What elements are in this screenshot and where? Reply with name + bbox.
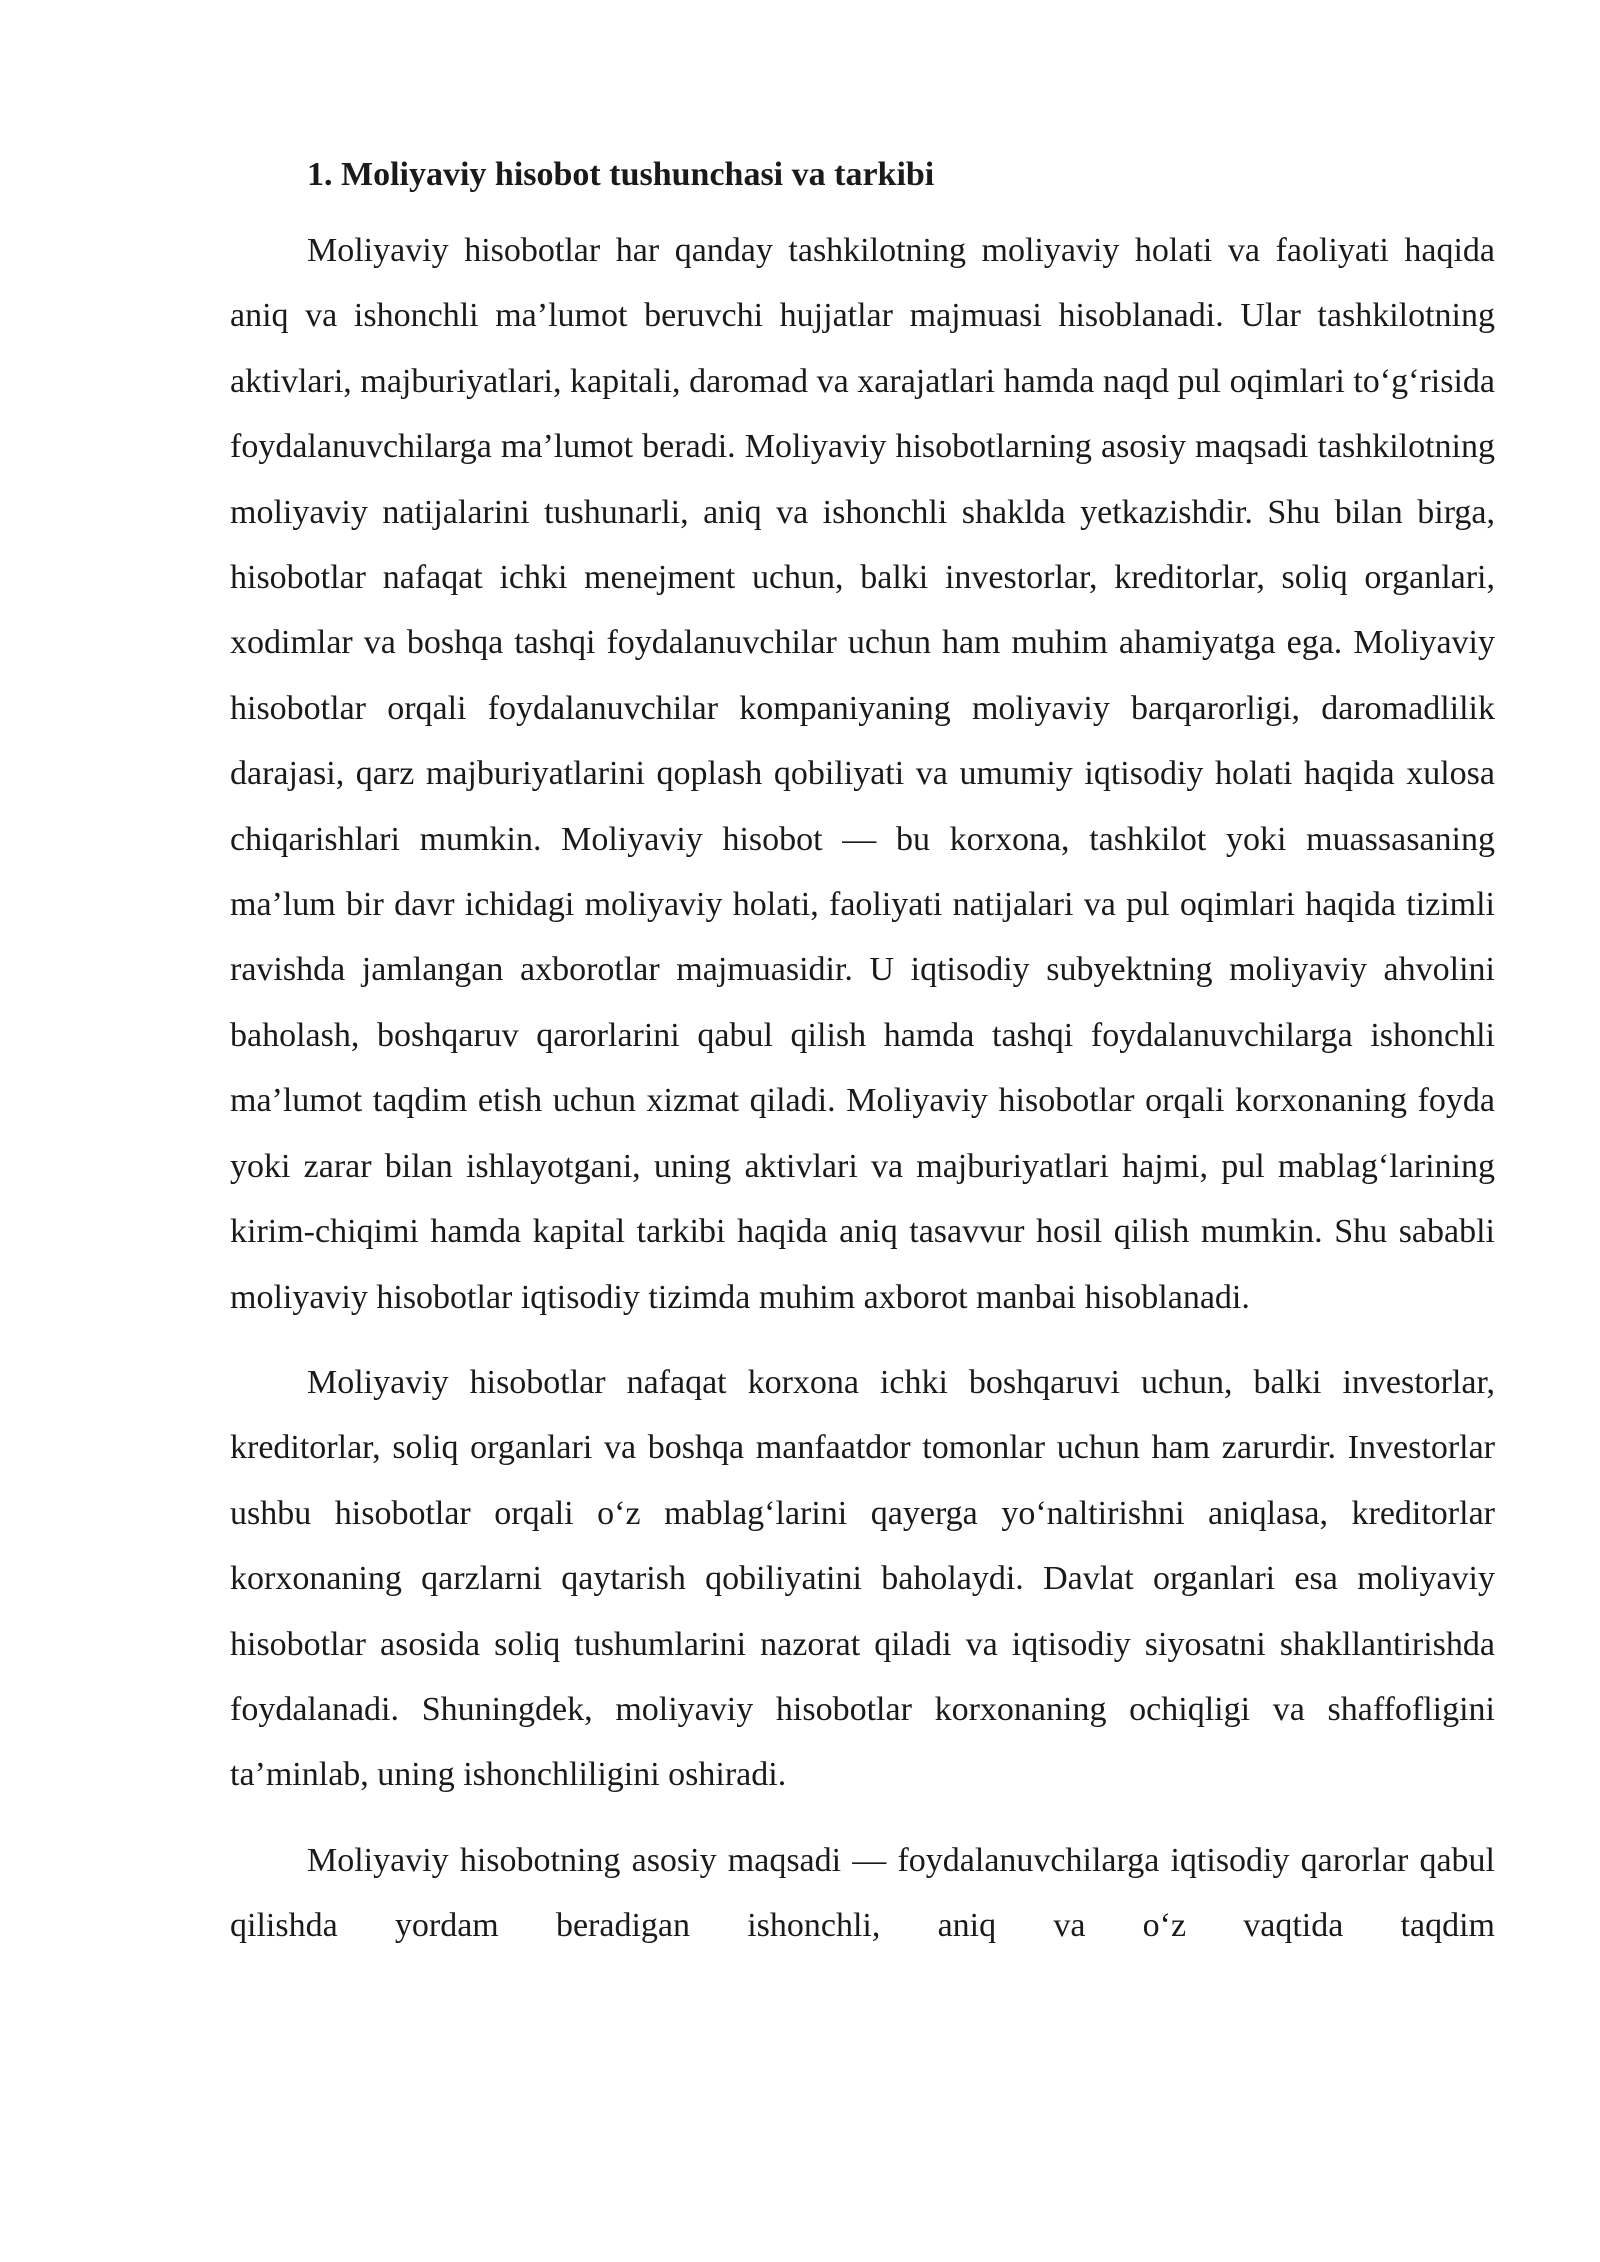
- document-body: [230, 150, 1495, 1979]
- section-heading: 1. Moliyaviy hisobot tushunchasi va tarkibi: [307, 156, 935, 193]
- paragraph-3: Moliyaviy hisobotning asosiy maqsadi — foydalanuvchilarga iqtisodiy qarorlar qabul qilishda yordam beradigan ishonchli, aniq va o‘z vaqtida taqdim: [230, 1841, 1495, 1945]
- paragraph-2: Moliyaviy hisobotlar nafaqat korxona ichki boshqaruvi uchun, balki investorlar, kreditorlar, soliq organlari va boshqa manfaatdor tomonlar uchun ham zarurdir. Investorlar ushbu hisobotlar orqali o‘z mablag‘larini qayerga yo‘naltirishni aniqlasa, kreditorlar korxonaning qarzlarni qaytarish qobiliyatini baholaydi. Davlat organlari esa moliyaviy hisobotlar asosida soliq tushumlarini nazorat qiladi va iqtisodiy siyosatni shakllantirishda foydalanadi. Shuningdek, moliyaviy hisobotlar korxonaning ochiqligi va shaffofligini ta’minlab, uning ishonchliligini oshiradi.: [230, 1363, 1495, 1794]
- paragraph-1: Moliyaviy hisobotlar har qanday tashkilotning moliyaviy holati va faoliyati haqida aniq va ishonchli ma’lumot beruvchi hujjatlar majmuasi hisoblanadi. Ular tashkilotning aktivlari, majburiyatlari, kapitali, daromad va xarajatlari hamda naqd pul oqimlari to‘g‘risida foydalanuvchilarga ma’lumot beradi. Moliyaviy hisobotlarning asosiy maqsadi tashkilotning moliyaviy natijalarini tushunarli, aniq va ishonchli shaklda yetkazishdir. Shu bilan birga, hisobotlar nafaqat ichki menejment uchun, balki investorlar, kreditorlar, soliq organlari, xodimlar va boshqa tashqi foydalanuvchilar uchun ham muhim ahamiyatga ega. Moliyaviy hisobotlar orqali foydalanuvchilar kompaniyaning moliyaviy barqarorligi, daromadlilik darajasi, qarz majburiyatlarini qoplash qobiliyati va umumiy iqtisodiy holati haqida xulosa chiqarishlari mumkin. Moliyaviy hisobot — bu korxona, tashkilot yoki muassasaning ma’lum bir davr ichidagi moliyaviy holati, faoliyati natijalari va pul oqimlari haqida tizimli ravishda jamlangan axborotlar majmuasidir. U iqtisodiy subyektning moliyaviy ahvolini baholash, boshqaruv qarorlarini qabul qilish hamda tashqi foydalanuvchilarga ishonchli ma’lumot taqdim etish uchun xizmat qiladi. Moliyaviy hisobotlar orqali korxonaning foyda yoki zarar bilan ishlayotgani, uning aktivlari va majburiyatlari hajmi, pul mablag‘larining kirim-chiqimi hamda kapital tarkibi haqida aniq tasavvur hosil qilish mumkin. Shu sababli moliyaviy hisobotlar iqtisodiy tizimda muhim axborot manbai hisoblanadi.: [230, 232, 1495, 1316]
